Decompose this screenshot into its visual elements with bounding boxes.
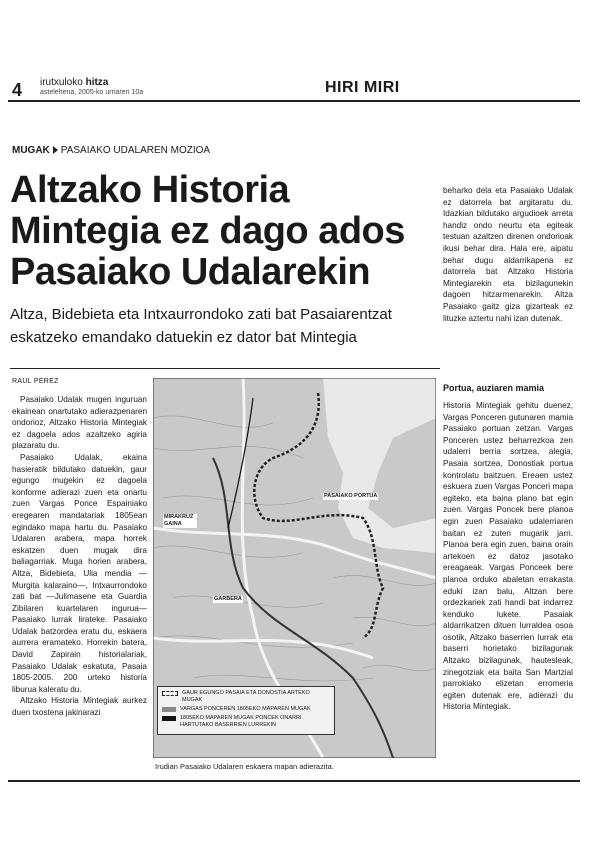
subheadline: Altza, Bidebieta eta Intxaurrondoko zati bat Pasaiarentzat eskatzeko emandako datuekin ez dator bat Mintegia — [10, 306, 392, 346]
map-legend — [157, 686, 335, 735]
legend-item — [162, 715, 330, 729]
map-caption: Irudian Pasaiako Udalaren eskaera mapan adierazita. — [155, 762, 334, 771]
kicker-topic: PASAIAKO UDALAREN MOZIOA — [60, 145, 211, 156]
paragraph: beharko dela eta Pasaiako Udalak ez datorrela bat argitaratu du. Idazkian bildutako argudioek arreta handiz ondo neurtu eta egiteak testuan azaltzen direnen ondorioak ikusi behar dira. Hala ere, aipatu behar dugu aldarrikapena ez datorrela bat Altzako Historia Mintegiarekin eta bizilagunekin dagoen hitzarmenarekin. Altza Pasaiako gaitz giza gizarteak ez lituzke aztertu nahi izan dutenak. — [443, 186, 573, 323]
paragraph: Historia Mintegiak gehitu duenez, Vargas Ponceren gutunaren mamia Pasaiako portuan zetzan. Vargas Ponceren ustez beharrezkoa zen udalerri berria sortzea, alegia, Pasaia sortzea, Donostiak portua kontrolatu baitzuen. Ereaen ustez eskuera zuen Vargas Ponceri mapa egiteko, eta baina plano bat egin zuen. Vargas Poncek bere planoa egin zuen Pasaiako udalerriaren baitan ez zuten mugarik jarri. Planoa bera egin zuen, baina orain artekoen ez datoz jasotako ereagaeak. Vargas Ponceek bere planoa orduko abaletan errakasta eduki izan balu, Altzan bere ordezkariek zati handi bat indarrez kenduko lukete. Pasaiak aldarrikatzen dituen lurraldea osoa osotik, Altzako baserrien lurrak eta baserri horietako bizilagunak Altzako bizilagunak, hautesleak, zinegotziak eta baita San Martzial parrokiako elizetan erromeria egiten dutenak ere, adierazi du Historia Mintegiak. — [443, 401, 573, 712]
legend-label: 1805EKO MAPAREN MUGAK PONCEK ONARRI HARTUTAKO BASERRIEN LURREKIN — [180, 715, 302, 728]
publication-name-bold: hitza — [85, 77, 109, 88]
article-column-3-bottom — [443, 400, 573, 713]
legend-swatch — [162, 707, 176, 712]
article-column-1 — [12, 394, 147, 719]
section-heading: Portua, auziaren mamia — [443, 383, 545, 393]
map-label-miracruz: MIRAKRUZ GAINA — [163, 514, 197, 528]
legend-item — [162, 690, 330, 704]
headline: Altzako Historia Mintegia ez dago ados Pasaiako Udalarekin — [10, 169, 405, 293]
publication-name — [40, 77, 108, 88]
legend-swatch — [162, 691, 178, 696]
legend-item — [162, 706, 330, 713]
header-rule — [8, 100, 580, 102]
byline: RAUL PEREZ — [12, 378, 59, 385]
arrow-right-icon — [53, 146, 58, 154]
paragraph: Altzako Historia Mintegiak aurkez duen txostena jakinarazi — [12, 696, 147, 718]
issue-date: astelehena, 2005-ko urriaren 10a — [40, 89, 144, 96]
footer-rule — [8, 780, 580, 782]
map-figure — [153, 378, 436, 758]
paragraph: Pasaiako Udalak, ekaina hasieratik bildutako datuekin, gaur egungo mugekin ez dagoela konforme adierazi zuen eta onartu zuen Vargas Ponce Espainiako eregearen mandatariak 1805ean egindako mapa hartu du. Pasaiako Udalaren arabera, mapa horrek eskatzen duen mugak dira baliagarriak. Muga horien arabera, Altza, Bidebieta, Ulia mendia —Murgita kalaraino—, Intxaurrondoko zati bat —Julimasene eta Guardia Zibilaren kuartelaren ingurua— Pasaiako lurrak lirateke. Pasaiako Udalak batzordea eratu du, eskaera aurrera eramateko. Horrekin batera, David Zapirain historialariak, Pasaiako Udalak eskatuta, Pasaia 1805-2005. 200 urteko historia liburua kaleratu du. — [12, 452, 147, 694]
paragraph: Pasaiako Udalak mugen inguruan ekainean onartutako adierazpenaren ondorioz, Altzako Historia Mintegiak ez dagoela ados azaltzeko agiria plazaratu du. — [12, 395, 147, 451]
publication-name-light: irutxuloko — [40, 77, 83, 88]
legend-swatch — [162, 716, 176, 721]
article-column-3-top — [443, 185, 573, 324]
page-number: 4 — [12, 80, 23, 100]
map-label-garbera: GARBERA — [214, 596, 242, 602]
kicker — [12, 145, 210, 156]
kicker-tag: MUGAK — [12, 145, 50, 156]
map-label-portua: PASAIAKO PORTUA — [324, 493, 378, 499]
section-title: HIRI MIRI — [325, 79, 400, 96]
subhead-rule — [10, 368, 440, 369]
legend-label: GAUR EGUNGO PASAIA ETA DONOSTIA ARTEKO MUGAK — [182, 690, 310, 703]
legend-label: VARGAS PONCEREN 1805EKO MAPAREN MUGAK — [180, 706, 311, 712]
